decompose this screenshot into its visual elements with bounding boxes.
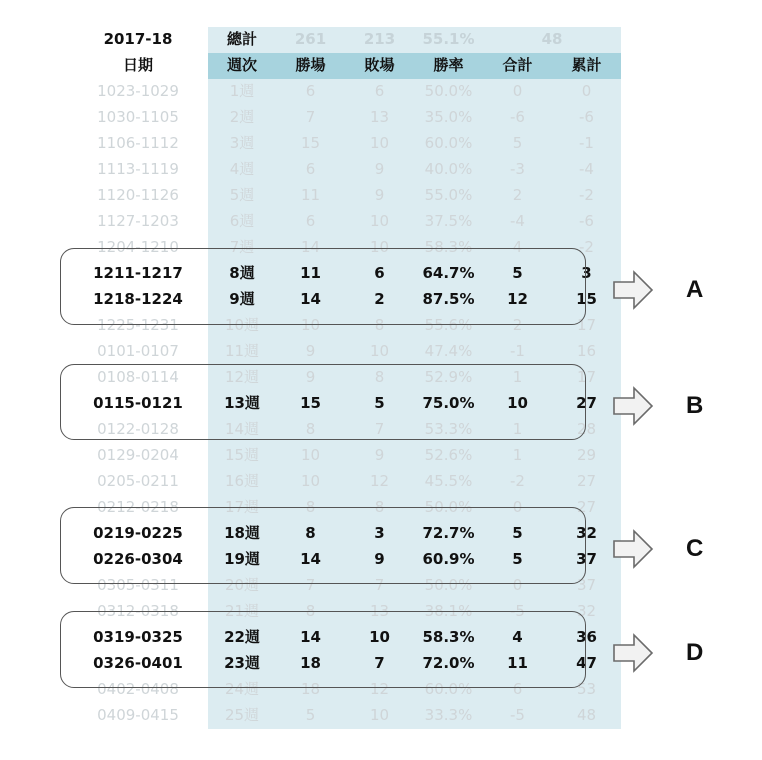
summary-wins: 261 bbox=[294, 30, 327, 48]
sum-cell: 2 bbox=[512, 186, 523, 204]
week-cell: 15週 bbox=[224, 446, 260, 464]
pct-cell: 52.6% bbox=[424, 446, 473, 464]
losses-cell: 5 bbox=[374, 394, 385, 412]
pct-cell: 55.0% bbox=[424, 186, 473, 204]
date-cell: 0115-0121 bbox=[93, 394, 183, 412]
pct-cell: 58.3% bbox=[424, 238, 473, 256]
losses-cell: 10 bbox=[369, 238, 390, 256]
date-cell: 1204-1210 bbox=[97, 238, 179, 256]
sum-cell: 6 bbox=[512, 680, 523, 698]
date-cell: 0122-0128 bbox=[97, 420, 179, 438]
sum-cell: 5 bbox=[512, 550, 523, 568]
date-cell: 1225-1231 bbox=[97, 316, 179, 334]
losses-cell: 9 bbox=[374, 446, 385, 464]
cum-cell: -6 bbox=[579, 212, 594, 230]
wins-cell: 14 bbox=[300, 238, 321, 256]
pct-cell: 58.3% bbox=[422, 628, 475, 646]
callout-a: A bbox=[686, 276, 704, 303]
date-cell: 0409-0415 bbox=[97, 706, 179, 724]
pct-cell: 64.7% bbox=[422, 264, 475, 282]
wins-cell: 6 bbox=[305, 160, 316, 178]
wins-cell: 10 bbox=[300, 446, 321, 464]
highlight-box-b bbox=[60, 364, 586, 440]
sum-cell: -2 bbox=[510, 472, 525, 490]
cum-cell: 17 bbox=[576, 368, 597, 386]
callout-b: B bbox=[686, 392, 704, 419]
wins-cell: 18 bbox=[300, 654, 321, 672]
header-week: 週次 bbox=[226, 56, 257, 74]
cum-cell: 17 bbox=[576, 316, 597, 334]
week-cell: 18週 bbox=[224, 524, 260, 542]
pct-cell: 75.0% bbox=[422, 394, 475, 412]
summary-pct: 55.1% bbox=[422, 30, 475, 48]
date-cell: 1120-1126 bbox=[97, 186, 179, 204]
losses-cell: 10 bbox=[369, 706, 390, 724]
wins-cell: 5 bbox=[305, 706, 316, 724]
sum-cell: 4 bbox=[512, 238, 523, 256]
date-cell: 0319-0325 bbox=[93, 628, 183, 646]
cum-cell: 15 bbox=[576, 290, 597, 308]
arrow-b-icon bbox=[612, 386, 654, 426]
pct-cell: 37.5% bbox=[424, 212, 473, 230]
callout-d: D bbox=[686, 639, 704, 666]
pct-cell: 72.7% bbox=[422, 524, 475, 542]
losses-cell: 7 bbox=[374, 420, 385, 438]
summary-label: 總計 bbox=[226, 30, 257, 48]
sum-cell: -5 bbox=[510, 602, 525, 620]
sum-cell: -1 bbox=[510, 342, 525, 360]
losses-cell: 10 bbox=[369, 212, 390, 230]
date-cell: 1211-1217 bbox=[93, 264, 183, 282]
wins-cell: 7 bbox=[305, 108, 316, 126]
wins-cell: 6 bbox=[305, 82, 316, 100]
wins-cell: 8 bbox=[305, 524, 316, 542]
week-cell: 6週 bbox=[229, 212, 255, 230]
week-cell: 20週 bbox=[224, 576, 260, 594]
cum-cell: -2 bbox=[579, 186, 594, 204]
cum-cell: 47 bbox=[576, 654, 597, 672]
highlight-box-c bbox=[60, 507, 586, 584]
summary-losses: 213 bbox=[363, 30, 396, 48]
date-cell: 0205-0211 bbox=[97, 472, 179, 490]
date-cell: 1113-1119 bbox=[97, 160, 179, 178]
cum-cell: 32 bbox=[576, 524, 597, 542]
sum-cell: 5 bbox=[512, 524, 523, 542]
losses-cell: 9 bbox=[374, 550, 385, 568]
sum-cell: 10 bbox=[507, 394, 528, 412]
pct-cell: 52.9% bbox=[424, 368, 473, 386]
wins-cell: 8 bbox=[305, 498, 316, 516]
cum-cell: 37 bbox=[576, 550, 597, 568]
date-cell: 0219-0225 bbox=[93, 524, 183, 542]
cum-cell: -1 bbox=[579, 134, 594, 152]
date-cell: 0305-0311 bbox=[97, 576, 179, 594]
cum-cell: 32 bbox=[576, 602, 597, 620]
losses-cell: 8 bbox=[374, 368, 385, 386]
cum-cell: 27 bbox=[576, 394, 597, 412]
date-cell: 0326-0401 bbox=[93, 654, 183, 672]
wins-cell: 8 bbox=[305, 420, 316, 438]
pct-cell: 50.0% bbox=[424, 498, 473, 516]
arrow-a-icon bbox=[612, 270, 654, 310]
wins-cell: 10 bbox=[300, 472, 321, 490]
losses-cell: 7 bbox=[374, 654, 385, 672]
pct-cell: 50.0% bbox=[424, 576, 473, 594]
date-cell: 0101-0107 bbox=[97, 342, 179, 360]
date-cell: 0226-0304 bbox=[93, 550, 183, 568]
cum-cell: 29 bbox=[576, 446, 597, 464]
highlight-box-a bbox=[60, 248, 586, 325]
summary-cum: 48 bbox=[541, 30, 563, 48]
date-cell: 0108-0114 bbox=[97, 368, 179, 386]
week-cell: 5週 bbox=[229, 186, 255, 204]
week-cell: 3週 bbox=[229, 134, 255, 152]
date-cell: 1127-1203 bbox=[97, 212, 179, 230]
week-cell: 19週 bbox=[224, 550, 260, 568]
cum-cell: 37 bbox=[576, 576, 597, 594]
cum-cell: -2 bbox=[579, 238, 594, 256]
pct-cell: 50.0% bbox=[424, 82, 473, 100]
losses-cell: 13 bbox=[369, 602, 390, 620]
wins-cell: 9 bbox=[305, 342, 316, 360]
pct-cell: 45.5% bbox=[424, 472, 473, 490]
wins-cell: 14 bbox=[300, 628, 321, 646]
sum-cell: 0 bbox=[512, 498, 523, 516]
week-cell: 12週 bbox=[224, 368, 260, 386]
header-pct: 勝率 bbox=[433, 56, 464, 74]
sum-cell: -3 bbox=[510, 160, 525, 178]
cum-cell: 16 bbox=[576, 342, 597, 360]
sum-cell: 4 bbox=[512, 628, 523, 646]
pct-cell: 40.0% bbox=[424, 160, 473, 178]
pct-cell: 53.3% bbox=[424, 420, 473, 438]
date-cell: 1023-1029 bbox=[97, 82, 179, 100]
callout-c: C bbox=[686, 535, 704, 562]
week-cell: 1週 bbox=[229, 82, 255, 100]
losses-cell: 13 bbox=[369, 108, 390, 126]
week-cell: 17週 bbox=[224, 498, 260, 516]
week-cell: 16週 bbox=[224, 472, 260, 490]
losses-cell: 8 bbox=[374, 498, 385, 516]
pct-cell: 87.5% bbox=[422, 290, 475, 308]
cum-cell: 0 bbox=[581, 82, 592, 100]
cum-cell: 3 bbox=[581, 264, 592, 282]
week-cell: 24週 bbox=[224, 680, 260, 698]
wins-cell: 18 bbox=[300, 680, 321, 698]
sum-cell: 1 bbox=[512, 446, 523, 464]
pct-cell: 60.0% bbox=[424, 134, 473, 152]
losses-cell: 10 bbox=[369, 134, 390, 152]
week-cell: 9週 bbox=[229, 290, 255, 308]
week-cell: 2週 bbox=[229, 108, 255, 126]
losses-cell: 6 bbox=[374, 264, 385, 282]
pct-cell: 72.0% bbox=[422, 654, 475, 672]
arrow-c-icon bbox=[612, 529, 654, 569]
wins-cell: 11 bbox=[300, 186, 321, 204]
cum-cell: 27 bbox=[576, 472, 597, 490]
cum-cell: -6 bbox=[579, 108, 594, 126]
cum-cell: 27 bbox=[576, 498, 597, 516]
wins-cell: 10 bbox=[300, 316, 321, 334]
wins-cell: 14 bbox=[300, 290, 321, 308]
pct-cell: 60.9% bbox=[422, 550, 475, 568]
week-cell: 23週 bbox=[224, 654, 260, 672]
cum-cell: 28 bbox=[576, 420, 597, 438]
wins-cell: 11 bbox=[300, 264, 321, 282]
losses-cell: 3 bbox=[374, 524, 385, 542]
arrow-d-icon bbox=[612, 633, 654, 673]
losses-cell: 8 bbox=[374, 316, 385, 334]
pct-cell: 38.1% bbox=[424, 602, 473, 620]
date-cell: 0129-0204 bbox=[97, 446, 179, 464]
sum-cell: 0 bbox=[512, 82, 523, 100]
losses-cell: 2 bbox=[374, 290, 385, 308]
week-cell: 11週 bbox=[224, 342, 260, 360]
sum-cell: -4 bbox=[510, 212, 525, 230]
pct-cell: 60.0% bbox=[424, 680, 473, 698]
week-cell: 13週 bbox=[224, 394, 260, 412]
date-cell: 1218-1224 bbox=[93, 290, 183, 308]
sum-cell: -5 bbox=[510, 706, 525, 724]
header-cum: 累計 bbox=[571, 56, 602, 74]
date-cell: 1106-1112 bbox=[97, 134, 179, 152]
wins-cell: 15 bbox=[300, 134, 321, 152]
sum-cell: 1 bbox=[512, 420, 523, 438]
date-cell: 0312-0318 bbox=[97, 602, 179, 620]
pct-cell: 33.3% bbox=[424, 706, 473, 724]
pct-cell: 35.0% bbox=[424, 108, 473, 126]
week-cell: 4週 bbox=[229, 160, 255, 178]
season-label: 2017-18 bbox=[103, 30, 173, 48]
losses-cell: 10 bbox=[369, 628, 390, 646]
week-cell: 22週 bbox=[224, 628, 260, 646]
losses-cell: 12 bbox=[369, 472, 390, 490]
wins-cell: 15 bbox=[300, 394, 321, 412]
date-cell: 0402-0408 bbox=[97, 680, 179, 698]
pct-cell: 47.4% bbox=[424, 342, 473, 360]
sum-cell: 5 bbox=[512, 264, 523, 282]
wins-cell: 8 bbox=[305, 602, 316, 620]
header-sum: 合計 bbox=[502, 56, 533, 74]
sum-cell: 11 bbox=[507, 654, 528, 672]
week-cell: 21週 bbox=[224, 602, 260, 620]
losses-cell: 6 bbox=[374, 82, 385, 100]
date-cell: 0212-0218 bbox=[97, 498, 179, 516]
sum-cell: 2 bbox=[512, 316, 523, 334]
week-cell: 10週 bbox=[224, 316, 260, 334]
week-cell: 14週 bbox=[224, 420, 260, 438]
sum-cell: 1 bbox=[512, 368, 523, 386]
cum-cell: -4 bbox=[579, 160, 594, 178]
wins-cell: 6 bbox=[305, 212, 316, 230]
losses-cell: 10 bbox=[369, 342, 390, 360]
pct-cell: 55.6% bbox=[424, 316, 473, 334]
week-cell: 25週 bbox=[224, 706, 260, 724]
week-cell: 8週 bbox=[229, 264, 255, 282]
cum-cell: 48 bbox=[576, 706, 597, 724]
wins-cell: 7 bbox=[305, 576, 316, 594]
sum-cell: 5 bbox=[512, 134, 523, 152]
losses-cell: 7 bbox=[374, 576, 385, 594]
header-losses: 敗場 bbox=[364, 56, 395, 74]
sum-cell: -6 bbox=[510, 108, 525, 126]
header-wins: 勝場 bbox=[295, 56, 326, 74]
highlight-box-d bbox=[60, 611, 586, 688]
sum-cell: 12 bbox=[507, 290, 528, 308]
cum-cell: 36 bbox=[576, 628, 597, 646]
losses-cell: 12 bbox=[369, 680, 390, 698]
wins-cell: 14 bbox=[300, 550, 321, 568]
date-cell: 1030-1105 bbox=[97, 108, 179, 126]
header-date: 日期 bbox=[122, 56, 153, 74]
week-cell: 7週 bbox=[229, 238, 255, 256]
losses-cell: 9 bbox=[374, 186, 385, 204]
losses-cell: 9 bbox=[374, 160, 385, 178]
wins-cell: 9 bbox=[305, 368, 316, 386]
cum-cell: 53 bbox=[576, 680, 597, 698]
sum-cell: 0 bbox=[512, 576, 523, 594]
